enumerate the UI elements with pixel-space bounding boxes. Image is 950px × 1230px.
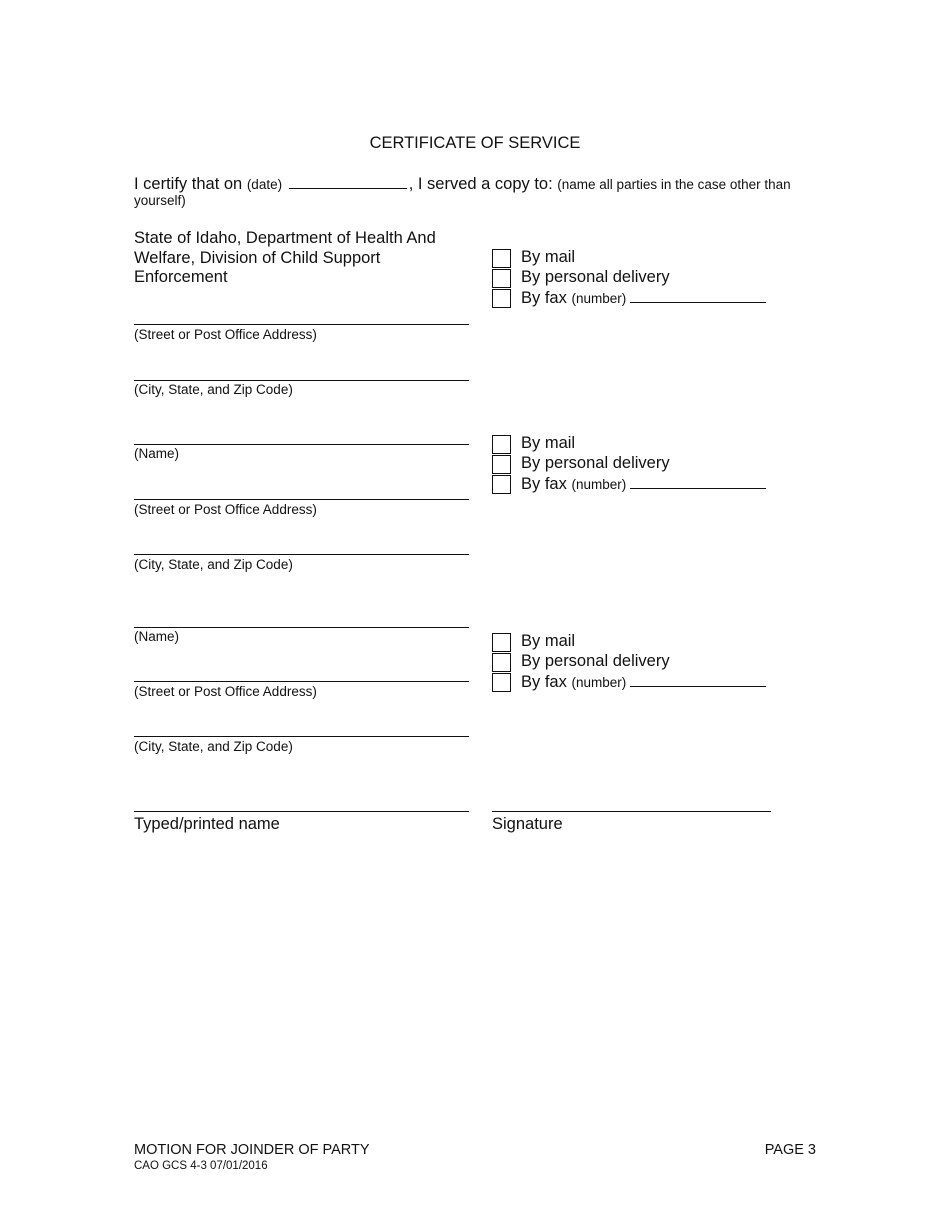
- fax-option-1: [521, 288, 766, 308]
- fax-option-3: [521, 672, 766, 692]
- fax-hint-1: (number): [571, 291, 627, 306]
- name-caption-2: (Name): [134, 446, 180, 461]
- personal-checkbox-1[interactable]: [492, 269, 511, 288]
- street-line-3[interactable]: [134, 681, 469, 682]
- form-title: CERTIFICATE OF SERVICE: [369, 134, 581, 152]
- street-line-2[interactable]: [134, 499, 469, 500]
- fax-checkbox-1[interactable]: [492, 289, 511, 308]
- fax-number-field-3[interactable]: [630, 672, 766, 687]
- city-caption-3: (City, State, and Zip Code): [134, 739, 293, 754]
- mail-label-1: By mail: [521, 248, 576, 266]
- city-caption-2: (City, State, and Zip Code): [134, 557, 293, 572]
- fax-checkbox-2[interactable]: [492, 475, 511, 494]
- mail-checkbox-3[interactable]: [492, 633, 511, 652]
- fax-hint-2: (number): [571, 477, 627, 492]
- street-caption-2: (Street or Post Office Address): [134, 502, 317, 517]
- typed-name-line[interactable]: [134, 811, 469, 812]
- street-caption-1: (Street or Post Office Address): [134, 327, 317, 342]
- personal-label-1: By personal delivery: [521, 268, 670, 286]
- parties-hint: (name all parties in the case other than: [557, 177, 791, 192]
- street-line-1[interactable]: [134, 324, 469, 325]
- date-hint: (date): [246, 177, 283, 192]
- date-field[interactable]: [289, 174, 407, 189]
- fax-label-1: By fax: [521, 289, 567, 307]
- footer-form-title: MOTION FOR JOINDER OF PARTY: [134, 1142, 370, 1158]
- footer-page-number: PAGE 3: [764, 1142, 816, 1158]
- footer-form-code: CAO GCS 4-3 07/01/2016: [134, 1160, 268, 1172]
- mail-label-3: By mail: [521, 632, 576, 650]
- mail-label-2: By mail: [521, 434, 576, 452]
- name-caption-3: (Name): [134, 629, 180, 644]
- city-line-1[interactable]: [134, 380, 469, 381]
- signature-line[interactable]: [492, 811, 771, 812]
- fax-label-3: By fax: [521, 673, 567, 691]
- personal-checkbox-3[interactable]: [492, 653, 511, 672]
- fax-number-field-1[interactable]: [630, 288, 766, 303]
- mail-checkbox-1[interactable]: [492, 249, 511, 268]
- city-caption-1: (City, State, and Zip Code): [134, 382, 293, 397]
- city-line-3[interactable]: [134, 736, 469, 737]
- certify-statement: [134, 174, 791, 194]
- typed-name-label: Typed/printed name: [134, 815, 280, 833]
- agency-name: State of Idaho, Department of Health And Welfare, Division of Child Support Enforcement: [134, 229, 436, 286]
- mail-checkbox-2[interactable]: [492, 435, 511, 454]
- fax-number-field-2[interactable]: [630, 474, 766, 489]
- fax-option-2: [521, 474, 766, 494]
- fax-label-2: By fax: [521, 475, 567, 493]
- fax-checkbox-3[interactable]: [492, 673, 511, 692]
- personal-checkbox-2[interactable]: [492, 455, 511, 474]
- parties-hint-cont: yourself): [134, 193, 186, 208]
- personal-label-3: By personal delivery: [521, 652, 670, 670]
- name-line-3[interactable]: [134, 627, 469, 628]
- city-line-2[interactable]: [134, 554, 469, 555]
- fax-hint-3: (number): [571, 675, 627, 690]
- street-caption-3: (Street or Post Office Address): [134, 684, 317, 699]
- personal-label-2: By personal delivery: [521, 454, 670, 472]
- name-line-2[interactable]: [134, 444, 469, 445]
- signature-label: Signature: [492, 815, 563, 833]
- served-text: , I served a copy to:: [408, 175, 553, 193]
- certify-text: I certify that on: [134, 175, 243, 193]
